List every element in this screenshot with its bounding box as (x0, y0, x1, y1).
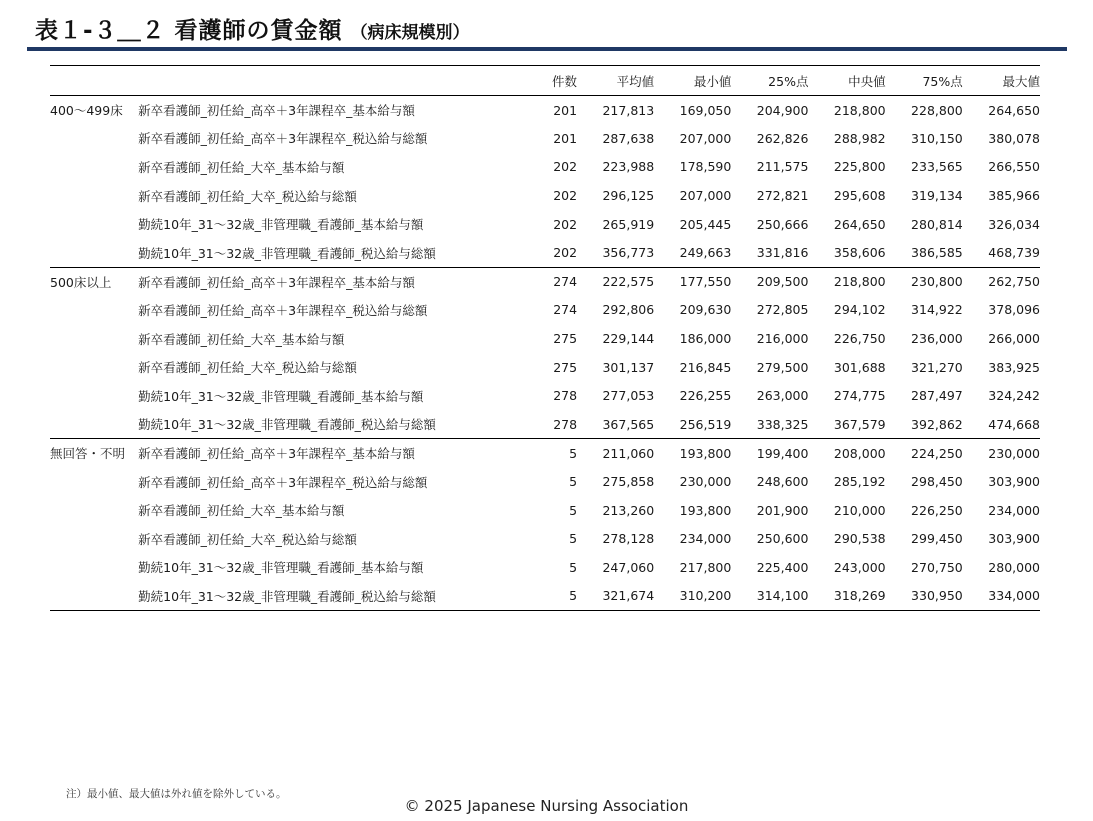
cell-mean: 278,128 (602, 531, 655, 547)
cell-median: 225,800 (833, 159, 886, 175)
salary-table (50, 65, 1040, 611)
cell-min: 186,000 (679, 331, 732, 347)
item-label: 勤続10年_31～32歳_非管理職_看護師_基本給与額 (138, 560, 424, 576)
title-divider (27, 47, 1067, 51)
header-p75: 75%点 (886, 66, 963, 96)
group-label-empty (50, 410, 138, 439)
cell-min: 193,800 (679, 445, 732, 461)
group-label-empty (50, 524, 138, 553)
group-label: 500床以上 (50, 274, 112, 290)
group-label-empty (50, 467, 138, 496)
title-main: 表１-３＿２ 看護師の賃金額 (35, 18, 343, 44)
cell-p75: 236,000 (911, 331, 963, 347)
item-label: 勤続10年_31～32歳_非管理職_看護師_税込給与総額 (138, 410, 511, 439)
group-label-empty (50, 553, 138, 582)
cell-mean: 213,260 (602, 502, 655, 518)
cell-mean: 247,060 (602, 559, 655, 575)
cell-mean: 356,773 (577, 238, 654, 267)
header-max: 最大値 (963, 66, 1040, 96)
cell-min: 216,845 (679, 359, 732, 375)
cell-count: 275 (553, 331, 578, 347)
cell-min: 205,445 (679, 216, 732, 232)
item-label: 新卒看護師_初任給_大卒_税込給与総額 (138, 360, 357, 376)
cell-median: 358,606 (808, 238, 885, 267)
item-label: 新卒看護師_初任給_大卒_税込給与総額 (138, 188, 357, 204)
item-label: 勤続10年_31～32歳_非管理職_看護師_基本給与額 (138, 217, 424, 233)
table-row (50, 181, 1040, 210)
cell-count: 278 (511, 410, 577, 439)
header-min: 最小値 (654, 66, 731, 96)
cell-max: 303,900 (988, 531, 1040, 547)
cell-min: 209,630 (679, 302, 732, 318)
cell-p25: 204,900 (756, 102, 809, 118)
cell-mean: 275,858 (602, 474, 655, 490)
cell-min: 234,000 (679, 531, 732, 547)
cell-mean: 292,806 (602, 302, 655, 318)
item-label: 新卒看護師_初任給_高卒＋3年課程卒_税込給与総額 (138, 302, 428, 318)
table-row (50, 124, 1040, 153)
group-label-empty (50, 124, 138, 153)
cell-min: 217,800 (679, 559, 732, 575)
cell-mean: 277,053 (602, 388, 655, 404)
cell-median: 274,775 (833, 388, 886, 404)
cell-min: 207,000 (679, 188, 732, 204)
cell-p75: 321,270 (911, 359, 963, 375)
cell-p25: 272,805 (756, 302, 809, 318)
item-label: 勤続10年_31～32歳_非管理職_看護師_税込給与総額 (138, 238, 511, 267)
table-row (50, 324, 1040, 353)
cell-median: 264,650 (833, 216, 886, 232)
table-row (50, 267, 1040, 296)
header-mean: 平均値 (577, 66, 654, 96)
cell-median: 243,000 (833, 559, 886, 575)
cell-max: 474,668 (963, 410, 1040, 439)
table-row (50, 381, 1040, 410)
cell-median: 367,579 (808, 410, 885, 439)
group-label-empty (50, 181, 138, 210)
cell-min: 177,550 (679, 274, 732, 290)
cell-p75: 298,450 (911, 474, 963, 490)
cell-count: 202 (553, 188, 578, 204)
item-label: 新卒看護師_初任給_大卒_税込給与総額 (138, 531, 357, 547)
cell-median: 288,982 (833, 130, 886, 146)
cell-p75: 233,565 (911, 159, 963, 175)
cell-count: 202 (553, 216, 578, 232)
group-label-empty (50, 153, 138, 182)
cell-p25: 250,666 (756, 216, 809, 232)
cell-p25: 250,600 (756, 531, 809, 547)
cell-p25: 225,400 (756, 559, 809, 575)
cell-count: 5 (511, 582, 577, 611)
cell-count: 5 (569, 531, 578, 547)
cell-p25: 211,575 (756, 159, 809, 175)
cell-min: 230,000 (679, 474, 732, 490)
header-item-blank (138, 66, 511, 96)
cell-median: 295,608 (833, 188, 886, 204)
table-row (50, 582, 1040, 611)
cell-min: 193,800 (679, 502, 732, 518)
table-row (50, 410, 1040, 439)
group-label-empty (50, 296, 138, 325)
table-row (50, 96, 1040, 125)
cell-p25: 199,400 (756, 445, 809, 461)
cell-max: 378,096 (988, 302, 1040, 318)
cell-p25: 272,821 (756, 188, 809, 204)
cell-p75: 228,800 (911, 102, 963, 118)
cell-mean: 223,988 (602, 159, 655, 175)
cell-count: 5 (569, 445, 578, 461)
header-count: 件数 (511, 66, 577, 96)
group-label-empty (50, 210, 138, 239)
cell-count: 274 (553, 302, 578, 318)
cell-p75: 280,814 (911, 216, 963, 232)
footnote: 注）最小値、最大値は外れ値を除外している。 (66, 788, 287, 800)
cell-p25: 216,000 (756, 331, 809, 347)
cell-p25: 248,600 (756, 474, 809, 490)
cell-median: 285,192 (833, 474, 886, 490)
item-label: 勤続10年_31～32歳_非管理職_看護師_基本給与額 (138, 388, 424, 404)
cell-count: 5 (569, 474, 578, 490)
cell-p75: 287,497 (911, 388, 963, 404)
table-row (50, 496, 1040, 525)
cell-mean: 265,919 (602, 216, 655, 232)
cell-median: 318,269 (808, 582, 885, 611)
cell-mean: 211,060 (602, 445, 655, 461)
group-label: 無回答・不明 (50, 446, 126, 462)
cell-max: 266,000 (988, 331, 1040, 347)
group-label-empty (50, 353, 138, 382)
cell-median: 208,000 (833, 445, 886, 461)
cell-max: 380,078 (988, 130, 1040, 146)
cell-count: 201 (553, 130, 578, 146)
cell-p75: 330,950 (886, 582, 963, 611)
cell-mean: 301,137 (602, 359, 655, 375)
cell-p75: 319,134 (911, 188, 963, 204)
cell-max: 280,000 (988, 559, 1040, 575)
cell-p75: 270,750 (911, 559, 963, 575)
table-row (50, 296, 1040, 325)
cell-count: 201 (553, 102, 578, 118)
copyright: © 2025 Japanese Nursing Association (404, 797, 689, 815)
cell-max: 468,739 (963, 238, 1040, 267)
cell-count: 275 (553, 359, 578, 375)
cell-mean: 229,144 (602, 331, 655, 347)
cell-min: 169,050 (679, 102, 732, 118)
group-label-empty (50, 238, 138, 267)
item-label: 勤続10年_31～32歳_非管理職_看護師_税込給与総額 (138, 582, 511, 611)
cell-max: 334,000 (963, 582, 1040, 611)
cell-max: 383,925 (988, 359, 1040, 375)
cell-count: 5 (569, 559, 578, 575)
item-label: 新卒看護師_初任給_高卒＋3年課程卒_基本給与額 (138, 103, 415, 119)
cell-p25: 262,826 (756, 130, 809, 146)
item-label: 新卒看護師_初任給_高卒＋3年課程卒_基本給与額 (138, 274, 415, 290)
item-label: 新卒看護師_初任給_大卒_基本給与額 (138, 503, 345, 519)
cell-max: 264,650 (988, 102, 1040, 118)
cell-p25: 331,816 (731, 238, 808, 267)
cell-max: 324,242 (988, 388, 1040, 404)
cell-median: 210,000 (833, 502, 886, 518)
cell-p25: 314,100 (731, 582, 808, 611)
cell-median: 301,688 (833, 359, 886, 375)
item-label: 新卒看護師_初任給_大卒_基本給与額 (138, 159, 345, 175)
table-row (50, 238, 1040, 267)
table-row (50, 210, 1040, 239)
cell-median: 226,750 (833, 331, 886, 347)
cell-min: 256,519 (654, 410, 731, 439)
cell-max: 303,900 (988, 474, 1040, 490)
cell-min: 207,000 (679, 130, 732, 146)
cell-max: 234,000 (988, 502, 1040, 518)
cell-p25: 201,900 (756, 502, 809, 518)
group-label-empty (50, 582, 138, 611)
cell-min: 249,663 (654, 238, 731, 267)
cell-p25: 263,000 (756, 388, 809, 404)
cell-mean: 321,674 (577, 582, 654, 611)
cell-p25: 338,325 (731, 410, 808, 439)
table-row (50, 553, 1040, 582)
header-p25: 25%点 (731, 66, 808, 96)
page-title (35, 12, 470, 46)
table-row (50, 524, 1040, 553)
cell-max: 266,550 (988, 159, 1040, 175)
cell-p75: 392,862 (886, 410, 963, 439)
cell-p75: 224,250 (911, 445, 963, 461)
cell-mean: 222,575 (602, 274, 655, 290)
cell-mean: 367,565 (577, 410, 654, 439)
cell-median: 294,102 (833, 302, 886, 318)
table-body (50, 96, 1040, 611)
cell-mean: 287,638 (602, 130, 655, 146)
cell-max: 262,750 (988, 274, 1040, 290)
table-row (50, 153, 1040, 182)
cell-p75: 310,150 (911, 130, 963, 146)
cell-min: 226,255 (679, 388, 732, 404)
item-label: 新卒看護師_初任給_高卒＋3年課程卒_税込給与総額 (138, 131, 428, 147)
cell-p75: 386,585 (886, 238, 963, 267)
cell-mean: 296,125 (602, 188, 655, 204)
cell-p25: 279,500 (756, 359, 809, 375)
item-label: 新卒看護師_初任給_大卒_基本給与額 (138, 331, 345, 347)
table-header-row (50, 66, 1040, 96)
table-row (50, 467, 1040, 496)
title-subtitle: （病床規模別） (350, 23, 470, 43)
cell-min: 178,590 (679, 159, 732, 175)
group-label: 400～499床 (50, 103, 123, 119)
cell-count: 278 (553, 388, 578, 404)
cell-min: 310,200 (654, 582, 731, 611)
item-label: 新卒看護師_初任給_高卒＋3年課程卒_税込給与総額 (138, 474, 428, 490)
cell-max: 326,034 (988, 216, 1040, 232)
cell-max: 385,966 (988, 188, 1040, 204)
header-median: 中央値 (808, 66, 885, 96)
cell-mean: 217,813 (602, 102, 655, 118)
group-label-empty (50, 381, 138, 410)
cell-count: 202 (553, 159, 578, 175)
cell-count: 274 (553, 274, 578, 290)
table-row (50, 353, 1040, 382)
header-group-blank (50, 66, 138, 96)
cell-p25: 209,500 (756, 274, 809, 290)
cell-p75: 314,922 (911, 302, 963, 318)
cell-p75: 226,250 (911, 502, 963, 518)
group-label-empty (50, 496, 138, 525)
cell-median: 218,800 (833, 102, 886, 118)
cell-p75: 299,450 (911, 531, 963, 547)
cell-p75: 230,800 (911, 274, 963, 290)
item-label: 新卒看護師_初任給_高卒＋3年課程卒_基本給与額 (138, 446, 415, 462)
cell-count: 5 (569, 502, 578, 518)
cell-max: 230,000 (988, 445, 1040, 461)
cell-count: 202 (511, 238, 577, 267)
cell-median: 218,800 (833, 274, 886, 290)
cell-median: 290,538 (833, 531, 886, 547)
group-label-empty (50, 324, 138, 353)
table-row (50, 439, 1040, 468)
